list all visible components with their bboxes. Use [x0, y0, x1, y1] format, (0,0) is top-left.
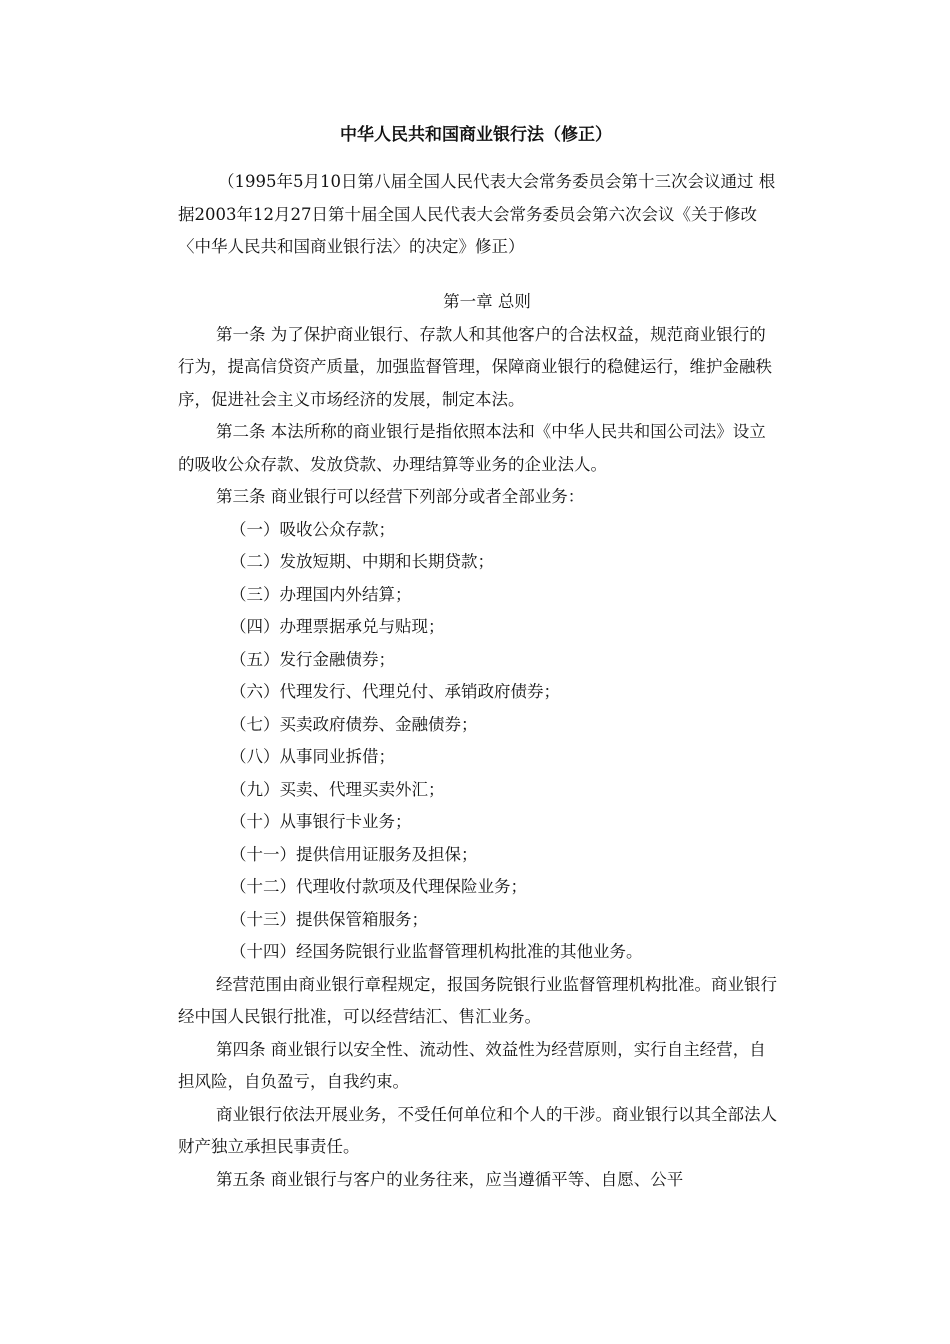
article-5: 第五条 商业银行与客户的业务往来，应当遵循平等、自愿、公平	[216, 1169, 684, 1189]
list-item: （九）买卖、代理买卖外汇；	[230, 779, 445, 799]
list-item: （四）办理票据承兑与贴现；	[230, 617, 445, 636]
article-4-paragraph-2: 商业银行依法开展业务，不受任何单位和个人的干涉。商业银行以其全部法人财产独立承担民事责任。	[178, 1104, 777, 1156]
list-item: （十）从事银行卡业务；	[230, 812, 412, 831]
list-item: （十一）提供信用证服务及担保；	[230, 844, 478, 864]
list-item: （二）发放短期、中期和长期贷款；	[230, 552, 494, 571]
list-item: （六）代理发行、代理兑付、承销政府债券；	[230, 682, 560, 701]
adoption-note: （1995年5月10日第八届全国人民代表大会常务委员会第十三次会议通过 根据2003年12月27日第十届全国人民代表大会常务委员会第六次会议《关于修改〈中华人民共和国商业银行法〉的决定》修正）	[178, 172, 776, 256]
article-1: 第一条 为了保护商业银行、存款人和其他客户的合法权益，规范商业银行的行为，提高信贷资产质量，加强监督管理，保障商业银行的稳健运行，维护金融秩序，促进社会主义市场经济的发展，制定本法。	[178, 324, 772, 409]
list-item: （三）办理国内外结算；	[230, 584, 412, 604]
list-item: （十四）经国务院银行业监督管理机构批准的其他业务。	[230, 942, 643, 961]
article-3: 第三条 商业银行可以经营下列部分或者全部业务：	[216, 487, 585, 506]
list-item: （八）从事同业拆借；	[230, 747, 395, 766]
article-2: 第二条 本法所称的商业银行是指依照本法和《中华人民共和国公司法》设立的吸收公众存款、发放贷款、办理结算等业务的企业法人。	[178, 422, 766, 474]
list-item: （十二）代理收付款项及代理保险业务；	[230, 877, 527, 896]
chapter-heading: 第一章 总则	[443, 292, 531, 311]
list-item: （七）买卖政府债券、金融债券；	[230, 714, 478, 734]
list-item: （一）吸收公众存款；	[230, 519, 395, 539]
article-3-paragraph-2: 经营范围由商业银行章程规定，报国务院银行业监督管理机构批准。商业银行经中国人民银行批准，可以经营结汇、售汇业务。	[178, 974, 777, 1026]
document-title: 中华人民共和国商业银行法（修正）	[340, 125, 612, 145]
article-4: 第四条 商业银行以安全性、流动性、效益性为经营原则，实行自主经营，自担风险，自负盈亏，自我约束。	[178, 1039, 766, 1091]
list-item: （五）发行金融债券；	[230, 649, 395, 669]
list-item: （十三）提供保管箱服务；	[230, 909, 428, 929]
chapter-1	[178, 286, 778, 1196]
